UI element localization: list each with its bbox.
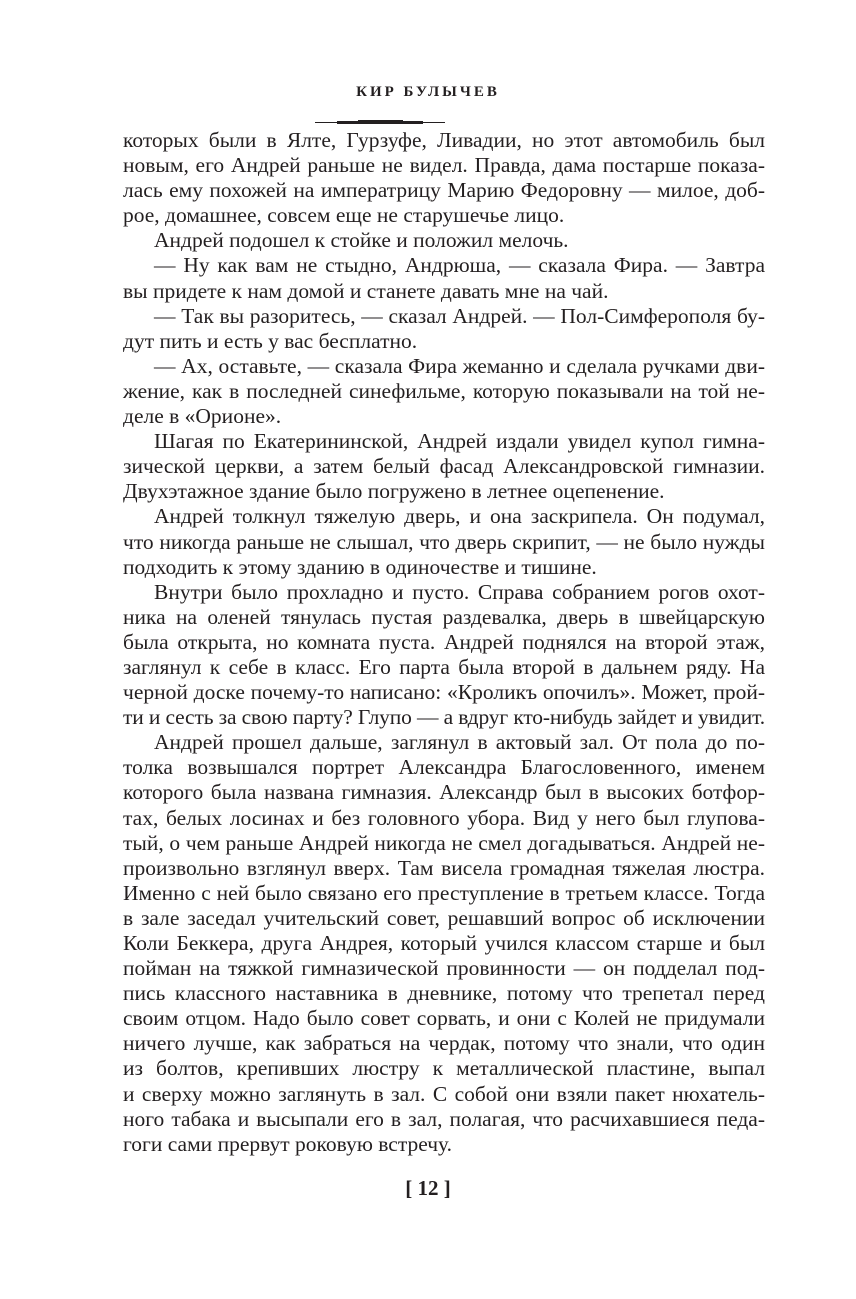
text-line: которого была названа гимназия. Александр был в высоких ботфор-: [123, 780, 765, 805]
text-line: — Так вы разоритесь, — сказал Андрей. — Пол-Симферополя бу-: [154, 303, 765, 328]
text-line: заглянул к себе в класс. Его парта была второй в дальнем ряду. На: [123, 654, 765, 679]
text-line: ти и сесть за свою парту? Глупо — а вдруг кто-нибудь зайдет и увидит.: [123, 705, 765, 730]
text-line: Шагая по Екатерининской, Андрей издали увидел купол гимна-: [154, 429, 765, 454]
paragraph: [123, 504, 765, 579]
text-line: пойман на тяжкой гимназической провинности — он подделал под-: [123, 956, 765, 981]
header-divider-center: [358, 120, 403, 124]
page-number: [ 12 ]: [405, 1176, 451, 1200]
text-line: толка возвышался портрет Александра Благословенного, именем: [123, 755, 765, 780]
paragraph: [123, 730, 765, 1157]
paragraph: [123, 253, 765, 303]
text-line: пись классного наставника в дневнике, потому что трепетал перед: [123, 981, 765, 1006]
text-line: своим отцом. Надо было совет сорвать, и они с Колей не придумали: [123, 1006, 765, 1031]
text-line: рое, домашнее, совсем еще не старушечье лицо.: [123, 203, 565, 228]
text-line: Андрей толкнул тяжелую дверь, и она заскрипела. Он подумал,: [154, 504, 765, 529]
text-line: которых были в Ялте, Гурзуфе, Ливадии, но этот автомобиль был: [123, 128, 765, 152]
text-line: была открыта, но комната пуста. Андрей поднялся на второй этаж,: [123, 629, 765, 654]
body-text: [123, 128, 765, 1157]
text-line: тах, белых лосинах и без головного убора. Вид у него был глупова-: [123, 805, 765, 830]
text-line: — Ну как вам не стыдно, Андрюша, — сказала Фира. — Завтра: [154, 253, 765, 278]
text-line: подходить к этому зданию в одиночестве и тишине.: [123, 554, 597, 579]
text-line: жение, как в последней синефильме, которую показывали на той не-: [123, 378, 765, 403]
text-line: ника на оленей тянулась пустая раздевалка, дверь в швейцарскую: [123, 604, 765, 629]
text-line: Андрей прошел дальше, заглянул в актовый зал. От пола до по-: [154, 730, 765, 755]
paragraph: [123, 304, 765, 354]
text-line: зической церкви, а затем белый фасад Александровской гимназии.: [123, 454, 765, 479]
text-line: произвольно взглянул вверх. Там висела громадная тяжелая люстра.: [123, 855, 765, 880]
text-line: Коли Беккера, друга Андрея, который учился классом старше и был: [123, 931, 765, 955]
text-line: из болтов, крепивших люстру к металлической пластине, выпал: [123, 1056, 765, 1081]
paragraph: [123, 228, 765, 253]
text-line: и сверху можно заглянуть в зал. С собой они взяли пакет нюхатель-: [123, 1081, 765, 1106]
text-line: лась ему похожей на императрицу Марию Федоровну — милое, доб-: [123, 178, 765, 203]
text-line: в зале заседал учительский совет, решавший вопрос об исключении: [123, 905, 765, 930]
text-line: деле в «Орионе».: [123, 404, 282, 429]
text-line: гоги сами прервут роковую встречу.: [123, 1131, 453, 1156]
text-line: ного табака и высыпали его в зал, полагая, что расчихавшиеся педа-: [123, 1106, 765, 1131]
paragraph: [123, 354, 765, 429]
text-line: Именно с ней было связано его преступление в третьем классе. Тогда: [123, 880, 765, 905]
text-line: черной доске почему-то написано: «Кроликъ опочилъ». Может, прой-: [123, 680, 765, 705]
text-line: — Ах, оставьте, — сказала Фира жеманно и сделала ручками дви-: [154, 353, 765, 378]
text-line: Андрей подошел к стойке и положил мелочь.: [154, 228, 569, 253]
text-line: дут пить и есть у вас бесплатно.: [123, 328, 418, 353]
text-line: Внутри было прохладно и пусто. Справа собранием рогов охот-: [154, 579, 765, 604]
paragraph: [123, 128, 765, 228]
paragraph: [123, 429, 765, 504]
text-line: ничего лучше, как забраться на чердак, потому что знали, что один: [123, 1031, 765, 1056]
running-header-author: КИР БУЛЫЧЕВ: [356, 84, 500, 100]
text-line: новым, его Андрей раньше не видел. Правда, дама постарше показа-: [123, 153, 765, 178]
text-line: что никогда раньше не слышал, что дверь скрипит, — не было нужды: [123, 529, 765, 554]
text-line: вы придете к нам домой и станете давать мне на чай.: [123, 278, 609, 303]
paragraph: [123, 580, 765, 731]
text-line: Двухэтажное здание было погружено в летнее оцепенение.: [123, 479, 665, 504]
text-line: тый, о чем раньше Андрей никогда не смел догадываться. Андрей не-: [123, 830, 765, 855]
